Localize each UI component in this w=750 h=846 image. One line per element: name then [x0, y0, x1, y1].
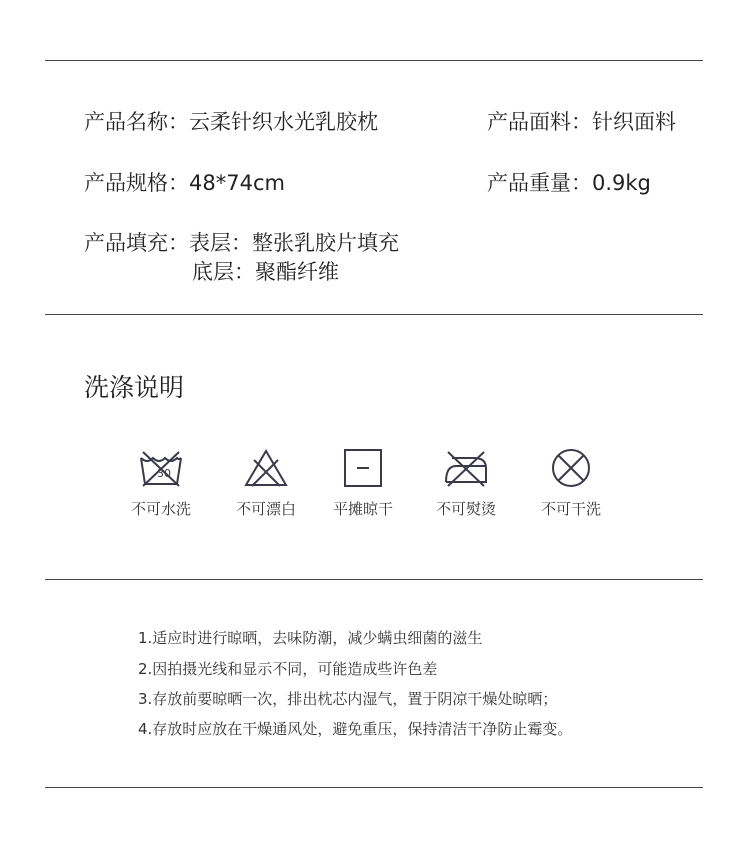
note-1: 1.适应时进行晾晒，去味防潮，减少螨虫细菌的滋生 — [138, 629, 483, 647]
product-fabric — [487, 106, 676, 136]
care-item-no-bleach — [221, 448, 311, 519]
care-label-no-bleach: 不可漂白 — [235, 500, 296, 518]
svg-text:30: 30 — [157, 467, 171, 480]
washing-title: 洗涤说明 — [84, 373, 185, 402]
divider-top — [45, 60, 703, 61]
product-weight — [487, 167, 651, 197]
no-machine-wash-icon — [137, 448, 185, 488]
divider-lower — [45, 579, 703, 580]
product-fabric-label: 产品面料： — [487, 110, 592, 134]
care-label-no-iron: 不可熨烫 — [435, 500, 496, 518]
no-iron-icon — [442, 448, 490, 488]
divider-bottom — [45, 787, 703, 788]
product-weight-value: 0.9kg — [592, 171, 651, 195]
care-label-dry-flat: 平摊晾干 — [332, 500, 393, 518]
care-item-no-dry-clean — [526, 448, 616, 519]
care-item-no-machine-wash — [116, 448, 206, 519]
product-size-value: 48*74cm — [189, 171, 285, 195]
product-fabric-value: 针织面料 — [592, 110, 676, 134]
product-size-label: 产品规格： — [84, 171, 189, 195]
product-filling-bottom: 底层：聚酯纤维 — [192, 260, 339, 284]
note-2: 2.因拍摄光线和显示不同，可能造成些许色差 — [138, 660, 438, 678]
dry-flat-icon — [339, 448, 387, 488]
note-3: 3.存放前要晾晒一次，排出枕芯内湿气，置于阴凉干燥处晾晒； — [138, 690, 558, 708]
care-item-dry-flat — [318, 448, 408, 519]
care-label-no-dry-clean: 不可干洗 — [540, 500, 601, 518]
product-weight-label: 产品重量： — [487, 171, 592, 195]
note-4: 4.存放时应放在干燥通风处，避免重压，保持清洁干净防止霉变。 — [138, 720, 573, 738]
care-label-no-machine-wash: 不可水洗 — [130, 500, 191, 518]
care-item-no-iron — [421, 448, 511, 519]
no-bleach-icon — [242, 448, 290, 488]
product-filling-label: 产品填充： — [84, 231, 189, 255]
no-dry-clean-icon — [547, 448, 595, 488]
product-name-value: 云柔针织水光乳胶枕 — [189, 110, 378, 134]
product-size — [84, 167, 285, 197]
product-filling-top: 表层：整张乳胶片填充 — [189, 231, 399, 255]
product-name-label: 产品名称： — [84, 110, 189, 134]
product-name — [84, 106, 378, 136]
product-filling — [84, 227, 399, 257]
divider-middle — [45, 314, 703, 315]
